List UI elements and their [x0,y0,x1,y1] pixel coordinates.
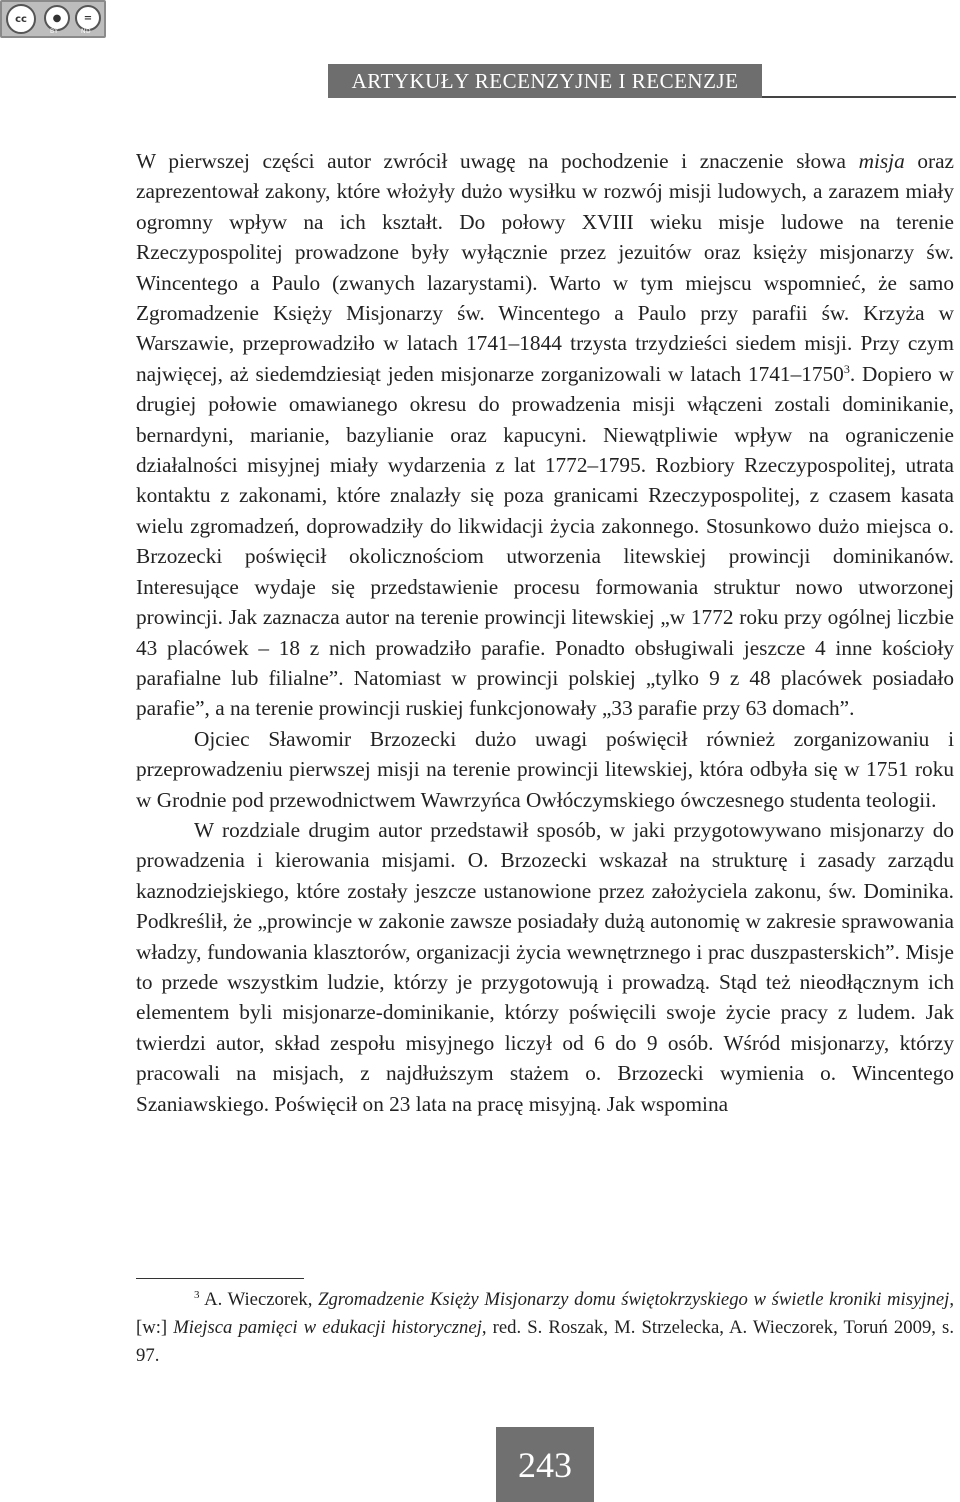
footnote-separator [136,1278,304,1279]
article-body [136,146,954,1119]
section-title: ARTYKUŁY RECENZYJNE I RECENZJE [328,64,762,98]
italic-term: misja [858,149,905,173]
paragraph-3: W rozdziale drugim autor przedstawił sposób, w jaki przygotowywano misjonarzy do prowadzenia i kierowania misjami. O. Brzozecki wskazał na strukturę i zasady zarządu kaznodziejskiego, które zostały jeszcze ustanowione przez założyciela zakonu, św. Dominika. Podkreślił, że „prowincje w zakonie zawsze posiadały dużą autonomię w zakresie sprawowania władzy, fundowania klasztorów, organizacji życia wewnętrznego i prac duszpasterskich”. Misje to przede wszystkim ludzie, którzy je przygotowują i prowadzą. Stąd też nieodłącznym ich elementem byli misjonarze-dominikanie, którzy poświęcili swoje życie pracy z ludem. Jak twierdzi autor, skład zespołu misyjnego liczył od 6 do 9 osób. Wśród misjonarzy, którzy pracowali na misjach, z najdłuższym stażem o. Brzozecki wymienia o. Wincentego Szaniawskiego. Poświęcił on 23 lata na pracę misyjną. Jak wspomina [136,817,954,1116]
footnote-title-2: Miejsca pamięci w edukacji historycznej [173,1317,482,1338]
footnote-number: 3 [194,1288,200,1301]
footnote-text-c: , red. S. Roszak, M. Strzelecka, A. Wieczorek, Toruń 2009, s. 97. [136,1317,954,1366]
paragraph-1 [136,146,954,724]
footnote-text-b: , [w:] [136,1289,955,1338]
by-label: BY [50,28,59,35]
footnote-author: A. Wieczorek, [199,1289,319,1310]
footnote-title-1: Zgromadzenie Księży Misjonarzy domu świętokrzyskiego w świetle kroniki misyjnej [318,1289,950,1310]
paragraph-1-text-b: oraz zaprezentował zakony, które włożyły dużo wysiłku w rozwój misji ludowych, a zarazem miały ogromny wpływ na ich kształt. Do połowy XVIII wieku misje ludowe na terenie Rzeczypospolitej prowadzone były wyłącznie przez jezuitów oraz księży misjonarzy św. Wincentego a Paulo (zwanych lazarystami). Warto w tym miejscu wspomnieć, że samo Zgromadzenie Księży Misjonarzy św. Wincentego a Paulo przy parafii św. Krzyża w Warszawie, przeprowadziło w latach 1741–1844 trzysta trzydzieści siedem misji. Przy czym najwięcej, aż siedemdziesiąt jeden misjonarze zorganizowali w latach 1741–1750 [136,149,954,386]
attribution-icon: ● [44,5,70,31]
paragraph-2: Ojciec Sławomir Brzozecki dużo uwagi poświęcił również zorganizowaniu i przeprowadzeniu pierwszej misji na terenie prowincji litewskiej, która odbyła się w 1751 roku w Grodnie pod przewodnictwem Wawrzyńca Owłóczymskiego ówczesnego studenta teologii. [136,726,954,812]
no-derivatives-icon: = [75,5,101,31]
footnote [136,1286,954,1370]
footnote-reference[interactable]: 3 [843,361,850,376]
nd-label: ND [81,28,92,35]
paragraph-1-text-a: W pierwszej części autor zwrócił uwagę na pochodzenie i znaczenie słowa [136,149,859,173]
cc-icon: cc [6,4,36,34]
cc-license-badge [0,0,106,38]
paragraph-1-text-c: . Dopiero w drugiej połowie omawianego okresu do prowadzenia misji włączeni zostali dominikanie, bernardyni, marianie, bazylianie oraz kapucyni. Niewątpliwie wpływ na ograniczenie działalności misyjnej miały wydarzenia z lat 1772–1795. Rozbiory Rzeczypospolitej, utrata kontaktu z zakonami, które znalazły się poza granicami Rzeczypospolitej, z czasem kasata wielu zgromadzeń, doprowadziły do likwidacji życia zakonnego. Stosunkowo dużo miejsca o. Brzozecki poświęcił okolicznościom utworzenia litewskiej prowincji dominikanów. Interesujące wydaje się przedstawienie procesu formowania struktur nowo utworzonej prowincji. Jak zaznacza autor na terenie prowincji litewskiej „w 1772 roku przy ogólnej liczbie 43 placówek – 18 z nich prowadziło parafie. Ponadto obsługiwali jeszcze 4 inne kościoły parafialne lub filialne”. Natomiast w prowincji polskiej „tylko 9 z 48 placówek posiadało parafie”, a na terenie prowincji ruskiej funkcjonowały „33 parafie przy 63 domach”. [136,361,954,721]
page-number: 243 [496,1427,594,1502]
